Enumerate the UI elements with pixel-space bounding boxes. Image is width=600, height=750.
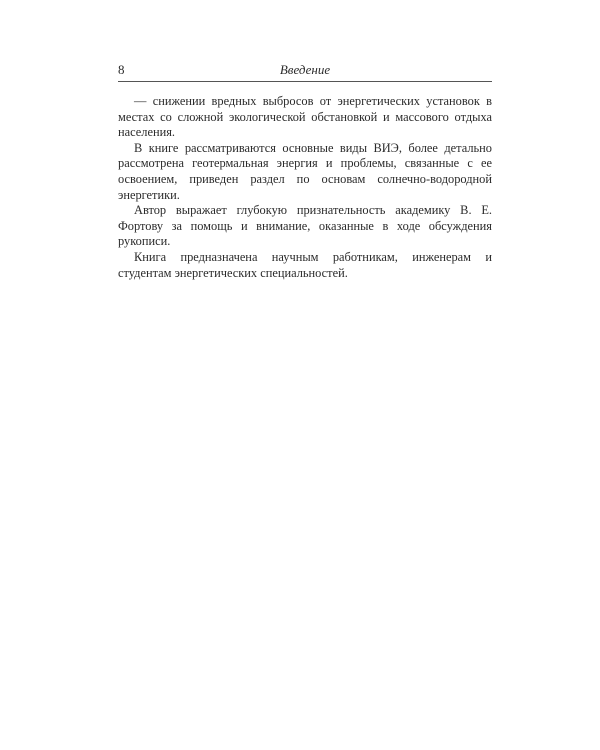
page-header <box>118 62 492 80</box>
paragraph: В книге рассматриваются основные виды ВИЭ, более детально рассмотрена геотермальная энергия и проблемы, связанные с ее освоением, приведен раздел по основам солнечно-водородной энергетики. <box>118 140 492 202</box>
paragraph: Книга предназначена научным работникам, инженерам и студентам энергетических специальностей. <box>118 249 492 280</box>
body-text <box>118 94 492 281</box>
header-rule <box>118 81 492 82</box>
paragraph: — снижении вредных выбросов от энергетических установок в местах со сложной экологической обстановкой и массового отдыха населения. <box>118 94 492 140</box>
paragraph: Автор выражает глубокую признательность академику В. Е. Фортову за помощь и внимание, оказанные в ходе обсуждения рукописи. <box>118 203 492 249</box>
running-title: Введение <box>279 62 331 77</box>
page-number: 8 <box>118 62 125 77</box>
